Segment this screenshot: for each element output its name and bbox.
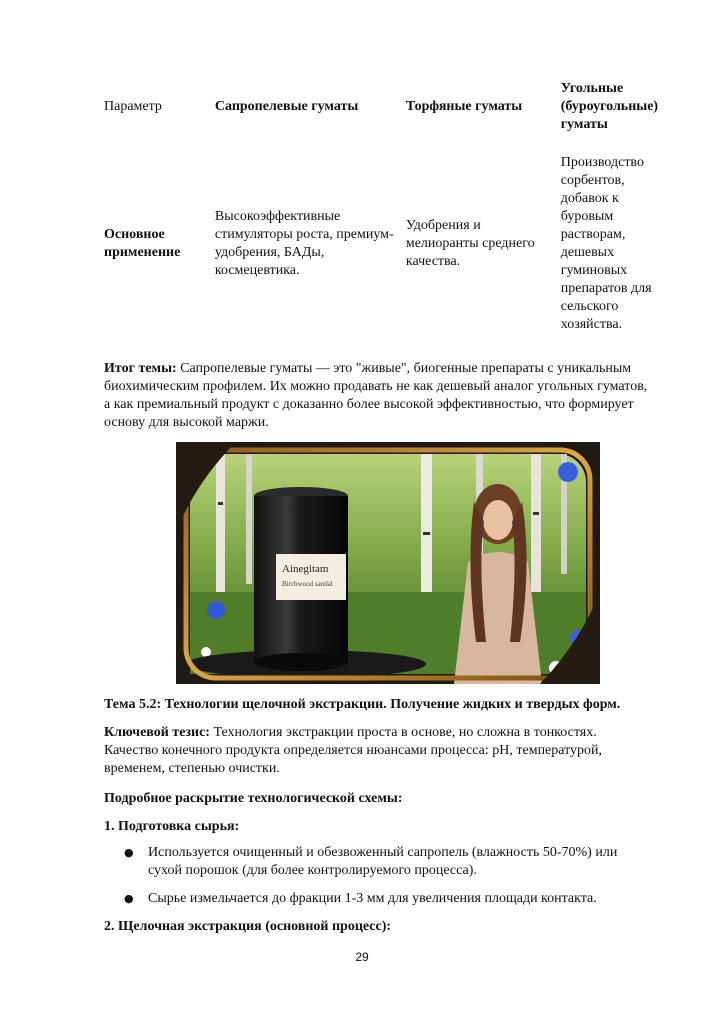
topic-heading: Тема 5.2: Технологии щелочной экстракции. Получение жидких и твердых форм.: [104, 697, 621, 712]
summary-label: Итог темы:: [104, 361, 177, 376]
product-illustration: [176, 442, 600, 684]
thesis-text: Технология экстракции проста в основе, но сложна в тонкостях. Качество конечного продукта определяется нюансами процесса: pH, температурой, временем, степенью очистки.: [104, 725, 603, 776]
thesis-label: Ключевой тезис:: [104, 725, 210, 740]
header-coal: Угольные (буроугольные) гуматы: [560, 81, 659, 132]
step1-bullet-list: [104, 844, 652, 918]
bullet-text: Используется очищенный и обезвоженный сапропель (влажность 50-70%) или сухой порошок (для более контролируемого процесса).: [148, 845, 618, 878]
jar-label-text: Ainegitam: [282, 563, 329, 575]
table-row: [100, 138, 670, 334]
page-number: 29: [355, 950, 369, 964]
bullet-text: Сырье измельчается до фракции 1-3 мм для увеличения площади контакта.: [148, 891, 597, 906]
detail-heading: Подробное раскрытие технологической схемы:: [104, 791, 403, 806]
header-parameter: Параметр: [104, 99, 162, 114]
bullet-icon: ●: [124, 892, 134, 905]
summary-paragraph: [104, 360, 652, 432]
cell-coal: Производство сорбентов, добавок к буровым растворам, дешевых гуминовых препаратов для сельского хозяйства.: [560, 155, 652, 332]
summary-text: Сапропелевые гуматы — это "живые", биогенные препараты с уникальным биохимическим профилем. Их можно продавать не как дешевый аналог угольных гуматов, а как премиальный продукт с доказанно более высокой эффективностью, что формирует основу для высокой маржи.: [104, 361, 648, 430]
table-header-row: [100, 76, 670, 138]
header-sapropel: Сапропелевые гуматы: [214, 99, 359, 114]
row-label: Основное применение: [104, 227, 181, 260]
cell-sapropel: Высокоэффективные стимуляторы роста, премиум-удобрения, БАДы, космецевтика.: [214, 209, 394, 278]
comparison-table: [100, 76, 670, 334]
list-item: [104, 844, 652, 880]
jar-label-sub: Birchwood sandal: [282, 580, 333, 588]
step2-heading: 2. Щелочная экстракция (основной процесс):: [104, 919, 392, 934]
header-peat: Торфяные гуматы: [405, 99, 523, 114]
step1-heading: 1. Подготовка сырья:: [104, 819, 240, 834]
bullet-icon: ●: [124, 846, 134, 859]
thesis-paragraph: [104, 724, 652, 778]
list-item: [104, 890, 652, 908]
illustration-svg: [176, 442, 600, 684]
cell-peat: Удобрения и мелиоранты среднего качества.: [405, 218, 535, 269]
